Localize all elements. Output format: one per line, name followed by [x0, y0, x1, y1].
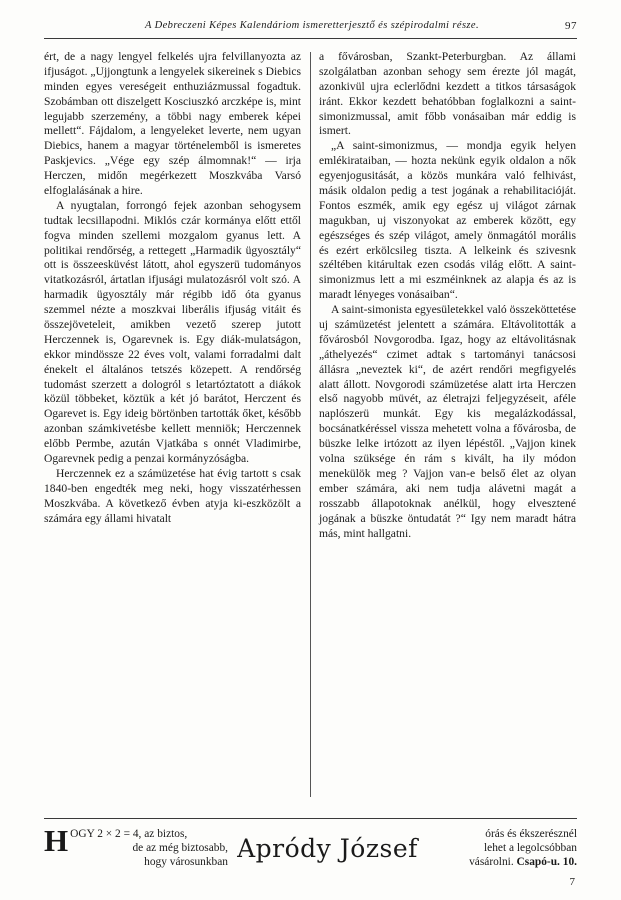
paragraph: „A saint-simonizmus, — mondja egyik helyen emlékirataiban, — hozta nekünk egyik oldalon a nők egyenjogusitását, a közös munkára való felhivást, másik oldalon pedig a test jogának a rehabilitacióját. Fontos eszmék, amik egy egész uj világot zárnak magukban, uj viszonyokat az emberek között, egy egészséges és szép világot, amely önmagától morális és ezért erkölcsileg tiszta. A lelkeink és szivesnk széltében kitárultak ezen csodás világ előtt. A saint-simonizmus lett a mi eszméinknek az alapja és az is maradt lényeges vonásaiban“.	[319, 139, 576, 302]
right-column	[319, 50, 576, 810]
advertisement-right-line-3	[427, 856, 577, 870]
advertisement-line-2: de az még biztosabb,	[132, 841, 228, 854]
advertisement-line-1: OGY 2 × 2 = 4, az biztos,	[70, 828, 188, 840]
paragraph: A nyugtalan, forrongó fejek azonban sehogysem tudtak lecsillapodni. Miklós czár kormánya előtt ettől fogva minden szellemi mozgalom gyanus lett. A politikai rendőrség, a rettegett „Harmadik ügyosztály“ ott is összeesküvést látott, ahol egyszerü tudományos vitatkozásról, ártatlan ifjusági mulatozásról volt szó. A harmadik ügyosztály már régibb idő óta gyanus szemmel nézte a moszkvai liberális ifjuság vitáit és összejöveteleit, amikben vezető szerep jutott Herczennek is, Ogarevnek is. Egy diák-mulatságon, ekkor mindössze 22 éves volt, valami forradalmi dalt énekelt el általános tetszés közepett. A rendőrség tudomást szerzett a dologról s letartóztatott a diákok közül többeket, köztük a két jó barátot, Herczent és Ogarevet is. Egy ideig börtönben tartották őket, később azonban számkivetésbe kellett menniök; Herczennek előbb Permbe, azután Vjatkába s onnét Vladimirbe, Ogarevnek pedig a penzai kormányzóságba.	[44, 198, 301, 466]
paragraph: ért, de a nagy lengyel felkelés ujra felvillanyozta az ifjuságot. „Ujjongtunk a lengyelek sikereinek s Diebics minden egyes vereségeit enthuziázmussal fogadtuk. Szobámban ott diszelgett Kosciuszkó arczképe is, mint legujabb szerzemény, a többi nagy emberek képei mellett“. Fájdalom, a lengyeleket leverte, nem ugyan Diebics, hanem a magyar történelemből is ismeretes Paskjevics. „Vége egy szép álmomnak!“ — irja Herczen, midőn megérkezett Moszkvába Varsó elfoglalásának a hire.	[44, 50, 301, 198]
advertisement-rule	[44, 818, 577, 819]
paragraph: Herczennek ez a számüzetése hat évig tartott s csak 1840-ben engedték meg neki, hogy visszatérhessen Moszkvába. A következő évben atyja ki-eszközölt a számára egy állami hivatalt	[44, 466, 301, 525]
running-head-text: A Debreczeni Képes Kalendáriom ismeretterjesztő és szépirodalmi része.	[144, 20, 480, 31]
advertisement-dropcap: H	[44, 823, 69, 858]
advertisement-right-line-2: lehet a legolcsóbban	[484, 841, 577, 854]
advertisement-left-text	[44, 823, 234, 870]
running-head	[62, 20, 562, 31]
paragraph: a fővárosban, Szankt-Peterburgban. Az állami szolgálatban azonban sehogy sem érezte jól magát, azonkivül ujra eclerlődni kezdett a titkos társaságok iránt. Ekkor kezdett behatóbban foglalkozni a saint-simonizmussal, amit főbb vonásaiban már eddig is ismert.	[319, 50, 576, 138]
header-rule	[44, 38, 577, 39]
advertisement-right-line-1: órás és ékszerésznél	[485, 828, 577, 840]
advertisement-address: Csapó-u. 10.	[516, 855, 577, 868]
advertisement-line-3: hogy városunkban	[144, 855, 228, 868]
folio-number: 97	[565, 20, 577, 32]
body-columns	[44, 50, 577, 810]
page-number: 7	[569, 876, 575, 888]
advertisement-right-text	[427, 828, 577, 870]
paragraph: A saint-simonista egyesületekkel való összeköttetése uj számüzetést jelentett a számára. Eltávolitották a fővárosból Novgorodba. Igaz, hogy az eltávolitásnak „áthelyezés“ czimet adtak s tartományi tanácsosi állásra „neveztek ki“, de azért rendőri megfigyelés alatt állott. Novgorodi számüzetése alatt irta Herczen első nagyobb müvét, az életrajzi feljegyzéseit, aféle naplószerü munkát. Egy kis megalázkodással, bocsánatkéréssel vissza mehetett volna a fővárosba, de büszke lelke irtózott az ilyen lépéstől. „Vajjon kinek volna szüksége én rám s kivált, ha ily módon menekülök meg ? Vajjon van-e belső élet az olyan ember számára, aki nem tudja alávetni magát a rosszabb állapotoknak anélkül, hogy elvesztené jogának a büszke öntudatát ?“ Igy nem maradt hátra más, mint hallgatni.	[319, 303, 576, 540]
advertisement-business-name: Apródy József	[237, 834, 418, 863]
advertisement-right-line-3-text: vásárolni.	[469, 855, 514, 868]
left-column	[44, 50, 301, 810]
advertisement	[44, 823, 577, 878]
